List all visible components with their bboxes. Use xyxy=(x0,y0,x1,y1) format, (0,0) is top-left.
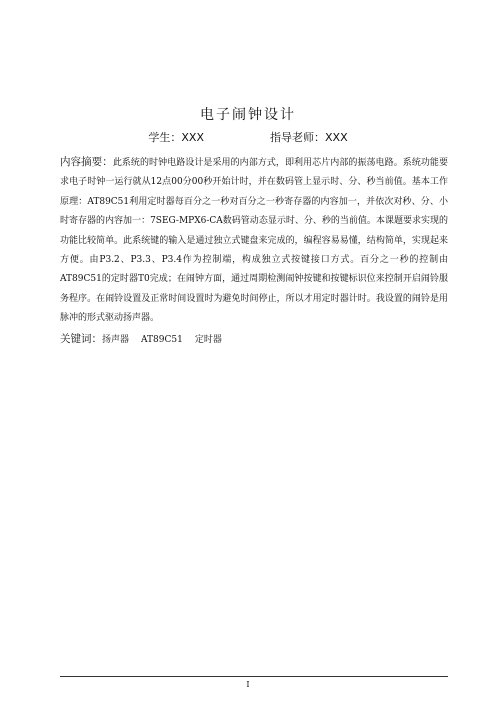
keywords xyxy=(60,330,448,349)
abstract-text: 此系统的时钟电路设计是采用的内部方式，即利用芯片内部的振荡电路。系统功能要求电子时钟一运行就从12点00分00秒开始计时，并在数码管上显示时、分、秒当前值。基本工作原理：AT89C51利用定时器每百分之一秒对百分之一秒寄存器的内容加一，并依次对秒、分、小时寄存器的内容加一：7SEG-MPX6-CA数码管动态显示时、分、秒的当前值。本课题要求实现的功能比较简单。此系统键的输入是通过独立式键盘来完成的，编程容易易懂，结构简单，实现起来方便。由P3.2、P3.3、P3.4作为控制端，构成独立式按键接口方式。百分之一秒的控制由AT89C51的定时器T0完成；在闹钟方面，通过周期检测闹钟按键和按键标识位来控制开启闹铃服务程序。在闹铃设置及正常时间设置时为避免时间停止，所以才用定时器计时。我设置的闹铃是用脉冲的形式驱动扬声器。 xyxy=(60,158,448,324)
keyword-item: AT89C51 xyxy=(141,335,183,345)
keyword-item: 扬声器 xyxy=(102,335,130,345)
page-number: I xyxy=(246,680,250,689)
abstract xyxy=(60,153,448,329)
keyword-item: 定时器 xyxy=(194,335,222,345)
keywords-label: 关键词： xyxy=(60,333,102,345)
document-title: 电子闹钟设计 xyxy=(200,107,296,123)
footer-divider xyxy=(60,676,448,677)
abstract-label: 内容摘要： xyxy=(60,156,113,168)
author-line xyxy=(0,129,496,145)
student-name: 学生：XXX xyxy=(148,131,204,144)
advisor-name: 指导老师：XXX xyxy=(270,131,348,144)
